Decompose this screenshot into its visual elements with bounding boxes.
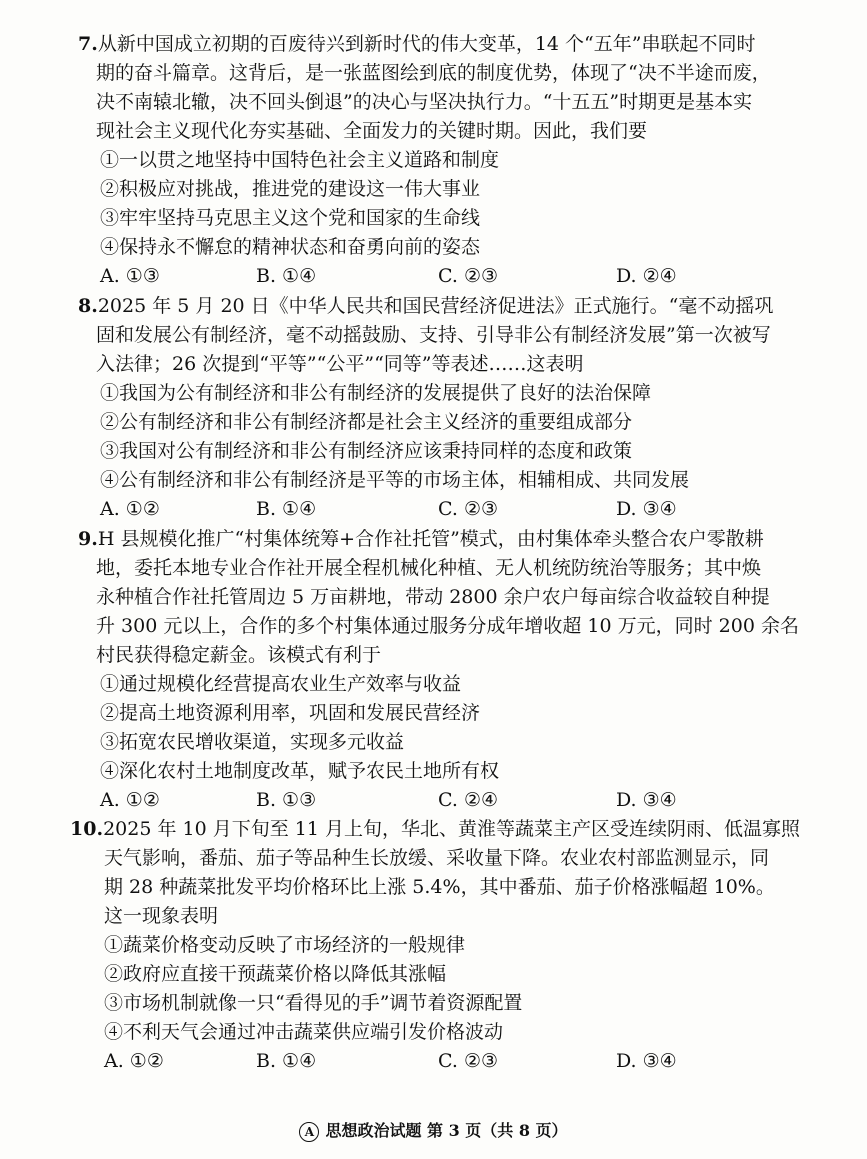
question-number: 9.	[78, 528, 98, 550]
question-stem-line: 期 28 种蔬菜批发平均价格环比上涨 5.4%，其中番茄、茄子价格涨幅超 10%。	[104, 876, 775, 898]
statement: ④保持永不懈怠的精神状态和奋勇向前的姿态	[100, 236, 481, 258]
statement: ②提高土地资源利用率，巩固和发展民营经济	[100, 702, 481, 724]
statement: ②积极应对挑战，推进党的建设这一伟大事业	[100, 178, 481, 200]
statement: ①我国为公有制经济和非公有制经济的发展提供了良好的法治保障	[100, 382, 652, 404]
question-stem-line: 永种植合作社托管周边 5 万亩耕地，带动 2800 余户农户每亩综合收益较自种提	[96, 586, 770, 608]
answer-choice-c: C. ②③	[438, 498, 499, 520]
answer-choice-c: C. ②③	[438, 265, 499, 287]
statement: ③牢牢坚持马克思主义这个党和国家的生命线	[100, 207, 481, 229]
question-stem-line: 10.2025 年 10 月下旬至 11 月上旬，华北、黄淮等蔬菜主产区受连续阴雨、低温寡照	[70, 818, 800, 840]
statement: ④不利天气会通过冲击蔬菜供应端引发价格波动	[104, 1021, 504, 1043]
statement: ③拓宽农民增收渠道，实现多元收益	[100, 731, 405, 753]
answer-choice-c: C. ②③	[438, 1050, 499, 1072]
question-stem-line: 7.从新中国成立初期的百废待兴到新时代的伟大变革，14 个“五年”串联起不同时	[78, 33, 756, 55]
question-stem-line: 8.2025 年 5 月 20 日《中华人民共和国民营经济促进法》正式施行。“毫不动摇巩	[78, 295, 774, 317]
answer-choice-a: A. ①③	[100, 265, 160, 287]
answer-choice-d: D. ③④	[616, 789, 677, 811]
question-stem-line: 9.H 县规模化推广“村集体统筹+合作社托管”模式，由村集体牵头整合农户零散耕	[78, 528, 764, 550]
answer-choice-b: B. ①③	[256, 789, 317, 811]
statement: ①一以贯之地坚持中国特色社会主义道路和制度	[100, 149, 500, 171]
footer-text: 思想政治试题 第 3 页（共 8 页）	[325, 1121, 568, 1140]
answer-choice-a: A. ①②	[104, 1050, 164, 1072]
answer-choice-c: C. ②④	[438, 789, 499, 811]
statement: ②公有制经济和非公有制经济都是社会主义经济的重要组成部分	[100, 411, 633, 433]
question-stem-line: 地，委托本地专业合作社开展全程机械化种植、无人机统防统治等服务；其中焕	[96, 557, 762, 579]
statement: ④公有制经济和非公有制经济是平等的市场主体，相辅相成、共同发展	[100, 469, 690, 491]
question-number: 7.	[78, 33, 98, 55]
question-number: 10.	[70, 818, 104, 840]
statement: ④深化农村土地制度改革，赋予农民土地所有权	[100, 760, 500, 782]
question-stem-line: 固和发展公有制经济，毫不动摇鼓励、支持、引导非公有制经济发展”第一次被写	[96, 324, 771, 346]
answer-choice-a: A. ①②	[100, 789, 160, 811]
answer-choice-d: D. ③④	[616, 498, 677, 520]
question-stem-line: 天气影响，番茄、茄子等品种生长放缓、采收量下降。农业农村部监测显示，同	[104, 847, 770, 869]
statement: ③我国对公有制经济和非公有制经济应该秉持同样的态度和政策	[100, 440, 633, 462]
question-stem-line: 现社会主义现代化夯实基础、全面发力的关键时期。因此，我们要	[96, 120, 648, 142]
answer-choice-d: D. ③④	[616, 1050, 677, 1072]
answer-choice-a: A. ①②	[100, 498, 160, 520]
question-stem-line: 升 300 元以上，合作的多个村集体通过服务分成年增收超 10 万元，同时 200 余名	[96, 615, 799, 637]
question-stem-line: 决不南辕北辙，决不回头倒退”的决心与坚决执行力。“十五五”时期更是基本实	[96, 91, 753, 113]
paper-version-badge: A	[299, 1122, 319, 1142]
answer-choice-d: D. ②④	[616, 265, 677, 287]
question-stem-line: 入法律；26 次提到“平等”“公平”“同等”等表述……这表明	[96, 353, 584, 375]
statement: ①蔬菜价格变动反映了市场经济的一般规律	[104, 934, 466, 956]
question-stem-line: 村民获得稳定薪金。该模式有利于	[96, 644, 382, 666]
question-stem-line: 期的奋斗篇章。这背后，是一张蓝图绘到底的制度优势，体现了“决不半途而废，	[96, 62, 771, 84]
question-stem-line: 这一现象表明	[104, 905, 219, 927]
statement: ①通过规模化经营提高农业生产效率与收益	[100, 673, 462, 695]
statement: ②政府应直接干预蔬菜价格以降低其涨幅	[104, 963, 447, 985]
answer-choice-b: B. ①④	[256, 1050, 317, 1072]
answer-choice-b: B. ①④	[256, 498, 317, 520]
statement: ③市场机制就像一只“看得见的手”调节着资源配置	[104, 992, 523, 1014]
question-number: 8.	[78, 295, 98, 317]
answer-choice-b: B. ①④	[256, 265, 317, 287]
page-footer	[0, 1119, 867, 1143]
